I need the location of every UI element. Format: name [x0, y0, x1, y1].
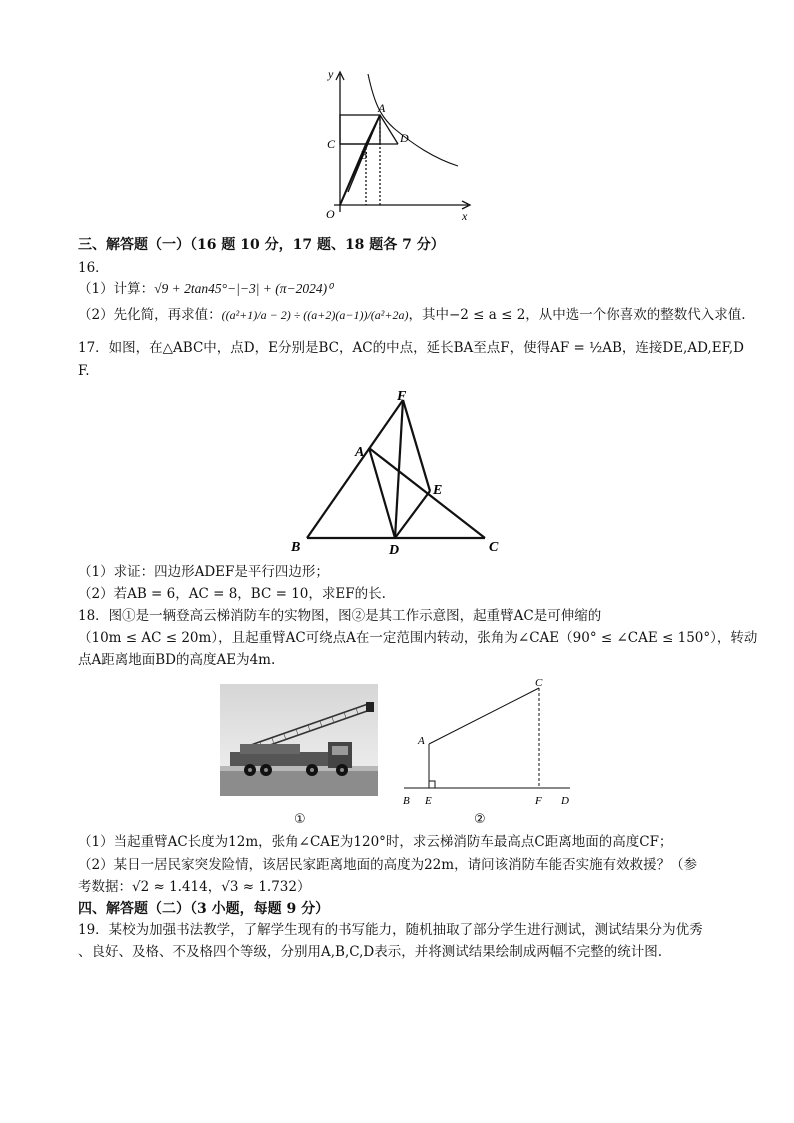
- fig2-caption: ②: [474, 812, 486, 827]
- section3-heading: 三、解答题（一）（16 题 10 分，17 题、18 题各 7 分）: [78, 237, 445, 253]
- label-c: C: [327, 137, 336, 151]
- q16-part2: [78, 306, 746, 324]
- label-f: F: [535, 795, 542, 807]
- label-a: A: [355, 445, 365, 460]
- fire-truck-photo: [220, 684, 378, 796]
- label-e: E: [425, 795, 432, 807]
- q19-line1: 19．某校为加强书法教学，了解学生现有的书写能力，随机抽取了部分学生进行测试，测试结果分为优秀: [78, 922, 703, 938]
- label-o: O: [326, 207, 335, 221]
- q17-text-line1: 17．如图，在△ABC中，点D，E分别是BC，AC的中点，延长BA至点F，使得AF = ½AB，连接DE,AD,EF,D: [78, 340, 744, 356]
- label-a: A: [378, 101, 386, 115]
- boom-ac: [429, 688, 539, 744]
- q17-text-line2: F.: [78, 363, 90, 379]
- q18-part1: （1）当起重臂AC长度为12m，张角∠CAE为120°时，求云梯消防车最高点C距离地面的高度CF；: [78, 834, 673, 850]
- q18-part2-line1: （2）某日一居民家突发险情，该居民家距离地面的高度为22m，请问该消防车能否实施有效救援？（参: [78, 857, 698, 873]
- q18-line2: （10m ≤ AC ≤ 20m），且起重臂AC可绕点A在一定范围内转动，张角为∠CAE（90° ≤ ∠CAE ≤ 150°），转动: [78, 630, 758, 646]
- label-b: B: [291, 540, 301, 555]
- q16-part1: [78, 280, 333, 298]
- q16-number: 16．: [78, 260, 109, 276]
- label-a: A: [418, 735, 425, 747]
- label-d: D: [561, 795, 569, 807]
- label-x: x: [462, 209, 468, 222]
- q16-part2-suffix: ，其中−2 ≤ a ≤ 2，从中选一个你喜欢的整数代入求值.: [408, 307, 746, 323]
- q18-line3: 点A距离地面BD的高度AE为4m.: [78, 652, 276, 668]
- label-d: D: [400, 131, 409, 145]
- label-c: C: [489, 540, 499, 555]
- segment-ad: [369, 448, 395, 538]
- q18-part2-line2: 考数据：√2 ≈ 1.414，√3 ≈ 1.732）: [78, 879, 311, 895]
- fig1-caption: ①: [294, 812, 306, 827]
- label-c: C: [535, 677, 543, 689]
- q16-part2-expr: ((a²+1)/a − 2) ÷ ((a+2)(a−1))/(a²+2a): [221, 308, 409, 322]
- segment-de: [395, 491, 430, 538]
- right-angle-mark: [429, 781, 435, 788]
- section4-heading: 四、解答题（二）（3 小题，每题 9 分）: [78, 901, 330, 917]
- q17-part2: （2）若AB = 6，AC = 8，BC = 10，求EF的长.: [78, 586, 386, 602]
- hyperbola-curve: [368, 74, 458, 166]
- schematic-diagram: [398, 676, 578, 810]
- q17-part1: （1）求证：四边形ADEF是平行四边形；: [78, 564, 329, 580]
- q18-line1: 18．图①是一辆登高云梯消防车的实物图，图②是其工作示意图，起重臂AC是可伸缩的: [78, 608, 602, 624]
- label-d: D: [389, 543, 400, 558]
- q16-part1-expr: √9 + 2tan45°−|−3| + (π−2024)⁰: [154, 281, 333, 296]
- label-e: E: [433, 483, 443, 498]
- q16-part1-prefix: （1）计算：: [78, 281, 155, 297]
- q19-line2: 、良好、及格、不及格四个等级，分别用A,B,C,D表示，并将测试结果绘制成两幅不完整的统计图.: [78, 944, 663, 960]
- label-b: B: [403, 795, 410, 807]
- label-f: F: [397, 389, 407, 404]
- side-ac: [369, 448, 485, 538]
- hyperbola-figure: [318, 62, 478, 222]
- label-b: B: [360, 148, 368, 162]
- label-y: y: [328, 67, 334, 81]
- triangle-figure: [285, 388, 510, 558]
- q16-part2-prefix: （2）先化简，再求值：: [78, 307, 222, 323]
